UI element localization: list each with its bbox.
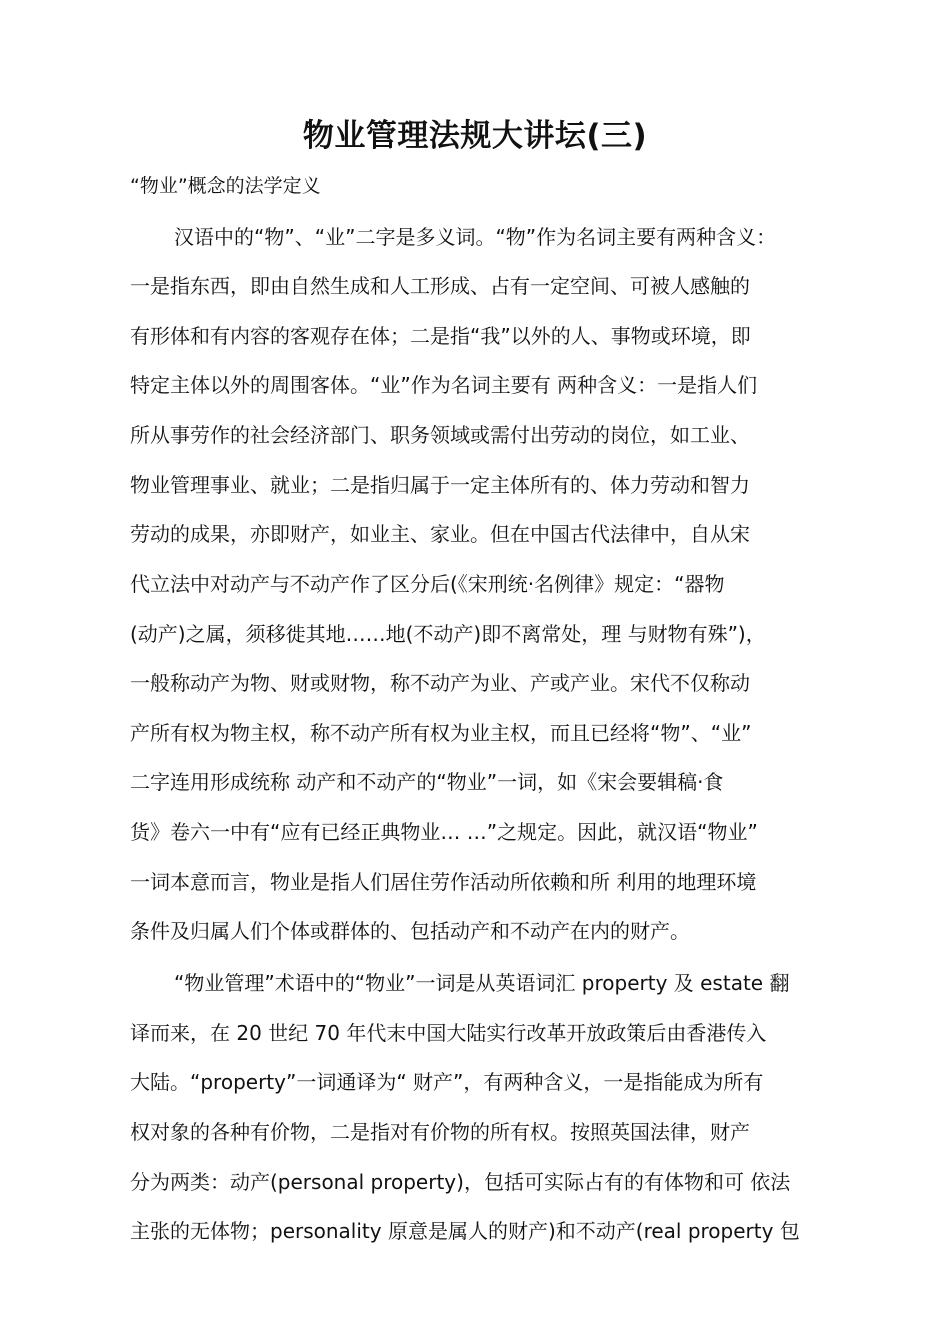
paragraph-2-line: 大陆。“property”一词通译为“ 财产”，有两种含义，一是指能成为所有	[130, 1070, 764, 1094]
paragraph-1-line: 劳动的成果，亦即财产，如业主、家业。但在中国古代法律中，自从宋	[130, 522, 750, 546]
paragraph-2-line: 分为两类：动产(personal property)，包括可实际占有的有体物和可 依法	[130, 1170, 791, 1194]
paragraph-1-line: 物业管理事业、就业；二是指归属于一定主体所有的、体力劳动和智力	[130, 473, 750, 497]
paragraph-1-line: 一般称动产为物、财或财物，称不动产为业、产或产业。宋代不仅称动	[130, 671, 750, 695]
paragraph-1-line: 汉语中的“物”、“业”二字是多义词。“物”作为名词主要有两种含义：	[174, 225, 777, 249]
paragraph-2-line: 主张的无体物；personality 原意是属人的财产)和不动产(real property 包	[130, 1219, 800, 1243]
paragraph-1-line: 所从事劳作的社会经济部门、职务领域或需付出劳动的岗位，如工业、	[130, 423, 750, 447]
paragraph-1-line: 条件及归属人们个体或群体的、包括动产和不动产在内的财产。	[130, 919, 690, 943]
paragraph-1-line: 二字连用形成统称 动产和不动产的“物业”一词，如《宋会要辑稿·食	[130, 770, 724, 794]
document-title: 物业管理法规大讲坛(三)	[302, 118, 648, 154]
paragraph-1-line: 特定主体以外的周围客体。“业”作为名词主要有 两种含义：一是指人们	[130, 373, 758, 397]
paragraph-1-line: 货》卷六一中有“应有已经正典物业… …”之规定。因此，就汉语“物业”	[130, 820, 758, 844]
paragraph-1-line: 代立法中对动产与不动产作了区分后(《宋刑统·名例律》规定：“器物	[130, 572, 725, 596]
paragraph-1-line: 产所有权为物主权，称不动产所有权为业主权，而且已经将“物”、“业”	[130, 721, 752, 745]
section-heading: “物业”概念的法学定义	[130, 175, 321, 197]
paragraph-1-line: 一是指东西，即由自然生成和人工形成、占有一定空间、可被人感触的	[130, 274, 750, 298]
paragraph-1-line: 有形体和有内容的客观存在体；二是指“我”以外的人、事物或环境，即	[130, 324, 751, 348]
paragraph-2-line: “物业管理”术语中的“物业”一词是从英语词汇 property 及 estate 翻	[174, 971, 790, 995]
paragraph-2-line: 权对象的各种有价物，二是指对有价物的所有权。按照英国法律，财产	[130, 1120, 750, 1144]
paragraph-1-line: 一词本意而言，物业是指人们居住劳作活动所依赖和所 利用的地理环境	[130, 870, 757, 894]
paragraph-1-line: (动产)之属，须移徙其地……地(不动产)即不离常处，理 与财物有殊”)，	[130, 622, 766, 646]
paragraph-2-line: 译而来，在 20 世纪 70 年代末中国大陆实行改革开放政策后由香港传入	[130, 1021, 767, 1045]
